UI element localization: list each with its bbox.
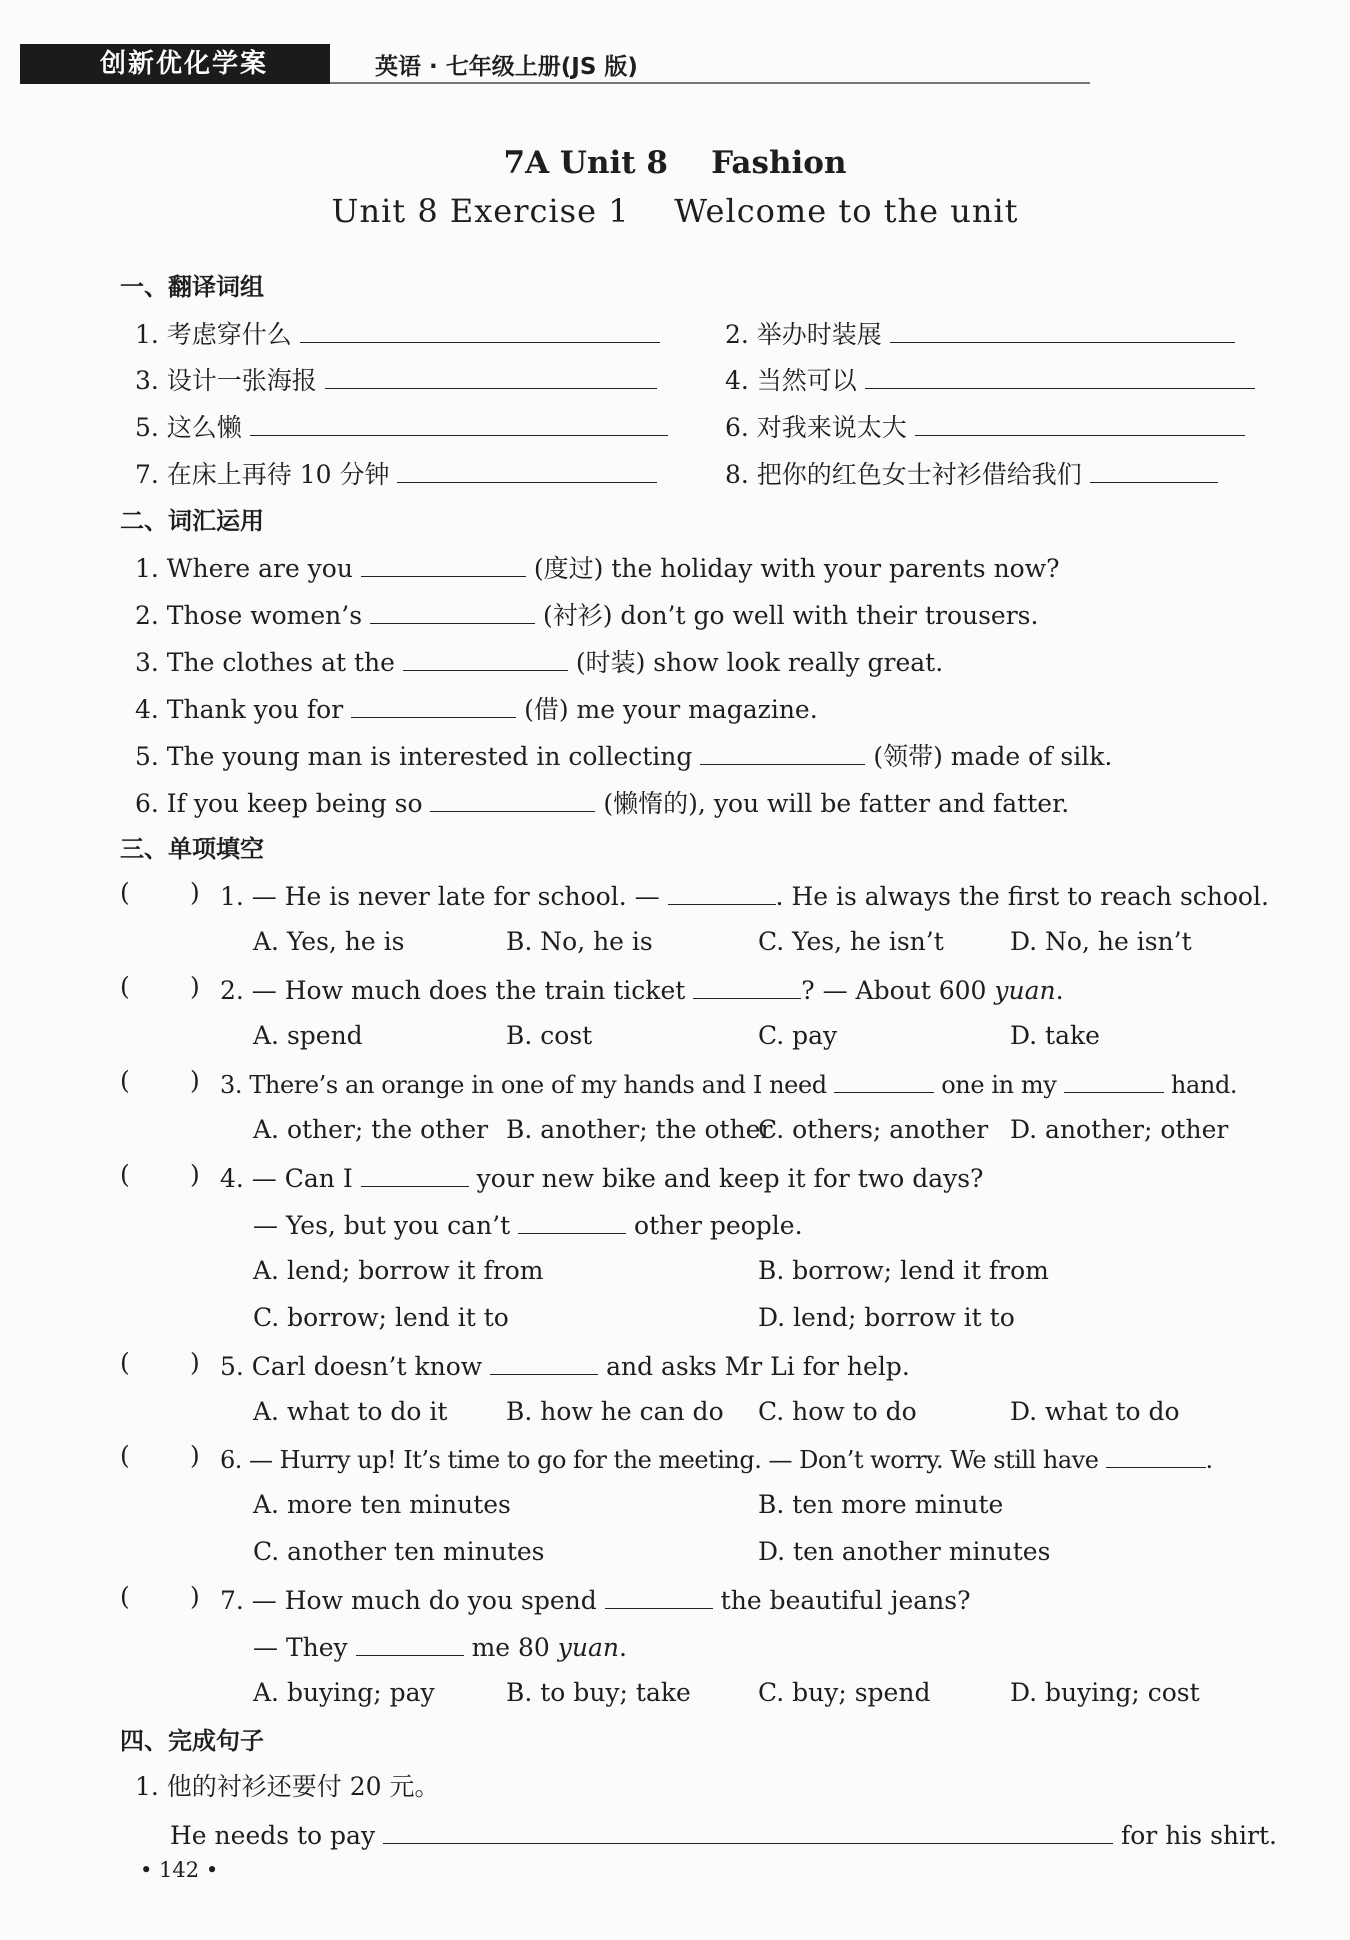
s1-item-3 <box>135 362 657 398</box>
s1-item-7-text: 7. 在床上再待 10 分钟 <box>135 460 390 489</box>
s3-q5-option-d[interactable]: D. what to do <box>1010 1397 1180 1426</box>
answer-blank[interactable] <box>490 1348 598 1375</box>
s3-q7-text-b: the beautiful jeans? <box>720 1586 971 1615</box>
s3-q5-option-b[interactable]: B. how he can do <box>506 1397 724 1426</box>
unit-title: 7A Unit 8 Fashion <box>503 145 847 181</box>
answer-paren-close: ) <box>190 1160 200 1189</box>
answer-paren-open: ( <box>120 1160 130 1189</box>
answer-paren-close: ) <box>190 1582 200 1611</box>
s3-q4-option-c[interactable]: C. borrow; lend it to <box>253 1303 509 1332</box>
answer-blank[interactable] <box>351 691 516 718</box>
s3-q1-option-a[interactable]: A. Yes, he is <box>253 927 405 956</box>
s3-q7-text-a: 7. — How much do you spend <box>220 1586 597 1615</box>
s1-item-3-text: 3. 设计一张海报 <box>135 366 317 395</box>
s3-q4-stem <box>220 1160 983 1196</box>
answer-blank[interactable] <box>300 316 660 343</box>
s1-item-1 <box>135 316 660 352</box>
s4-q1-post: for his shirt. <box>1121 1821 1277 1850</box>
answer-paren-open: ( <box>120 1066 130 1095</box>
s2-item-5-post: (领带) made of silk. <box>873 742 1113 771</box>
s3-q3-option-b[interactable]: B. another; the other <box>506 1115 773 1144</box>
page-number: • 142 • <box>140 1858 219 1882</box>
s3-q7-option-d[interactable]: D. buying; cost <box>1010 1678 1200 1707</box>
answer-paren-open: ( <box>120 1582 130 1611</box>
s2-item-1-pre: 1. Where are you <box>135 554 353 583</box>
section-2-heading: 二、词汇运用 <box>120 507 264 535</box>
s3-q2-option-c[interactable]: C. pay <box>758 1021 838 1050</box>
s3-q3-option-c[interactable]: C. others; another <box>758 1115 989 1144</box>
s3-q7-stem <box>220 1582 971 1618</box>
header-rule <box>330 82 1090 84</box>
brand-banner: 创新优化学案 <box>20 44 330 84</box>
s3-q1-option-c[interactable]: C. Yes, he isn’t <box>758 927 944 956</box>
section-3-heading: 三、单项填空 <box>120 835 264 863</box>
answer-blank[interactable] <box>700 738 865 765</box>
s1-item-7 <box>135 456 657 492</box>
s3-q2-text-d: . <box>1055 976 1064 1005</box>
s1-item-8 <box>725 456 1218 492</box>
s1-item-1-text: 1. 考虑穿什么 <box>135 320 292 349</box>
s4-q1-chinese: 1. 他的衬衫还要付 20 元。 <box>135 1772 440 1801</box>
answer-paren-close: ) <box>190 1441 200 1470</box>
answer-paren-close: ) <box>190 1066 200 1095</box>
s3-q4-text-c: — Yes, but you can’t <box>253 1211 511 1240</box>
s1-item-6-text: 6. 对我来说太大 <box>725 413 907 442</box>
s2-item-4 <box>135 691 818 727</box>
answer-paren-close: ) <box>190 878 200 907</box>
s3-q7-option-a[interactable]: A. buying; pay <box>253 1678 435 1707</box>
s1-item-2 <box>725 316 1235 352</box>
s3-q6-option-c[interactable]: C. another ten minutes <box>253 1537 545 1566</box>
s3-q5-text-a: 5. Carl doesn’t know <box>220 1352 483 1381</box>
s3-q3-stem <box>220 1066 1237 1102</box>
s3-q7-text-c: — They <box>253 1633 348 1662</box>
s3-q6-option-b[interactable]: B. ten more minute <box>758 1490 1004 1519</box>
answer-blank[interactable] <box>250 409 668 436</box>
s2-item-3-post: (时装) show look really great. <box>575 648 944 677</box>
s3-q3-option-d[interactable]: D. another; other <box>1010 1115 1229 1144</box>
s1-item-5-text: 5. 这么懒 <box>135 413 242 442</box>
s1-item-2-text: 2. 举办时装展 <box>725 320 882 349</box>
answer-paren-close: ) <box>190 972 200 1001</box>
s3-q2-text-b: ? — About 600 <box>801 976 987 1005</box>
s3-q3-text-c: hand. <box>1170 1071 1238 1099</box>
s2-item-2-pre: 2. Those women’s <box>135 601 363 630</box>
s3-q2-stem <box>220 972 1064 1008</box>
s3-q6-stem <box>220 1441 1213 1477</box>
s3-q4-option-a[interactable]: A. lend; borrow it from <box>253 1256 544 1285</box>
s1-item-4-text: 4. 当然可以 <box>725 366 857 395</box>
s3-q7-text-f: . <box>619 1633 627 1662</box>
s3-q4-text-d: other people. <box>634 1211 803 1240</box>
s3-q3-option-a[interactable]: A. other; the other <box>253 1115 489 1144</box>
exercise-title: Unit 8 Exercise 1 Welcome to the unit <box>331 192 1019 230</box>
s3-q6-text-b: . <box>1205 1446 1213 1474</box>
s4-q1-pre: He needs to pay <box>170 1821 376 1850</box>
answer-paren-open: ( <box>120 878 130 907</box>
answer-paren-open: ( <box>120 1441 130 1470</box>
s3-q3-text-b: one in my <box>941 1071 1057 1099</box>
s3-q1-text-a: 1. — He is never late for school. — <box>220 882 660 911</box>
s2-item-2-post: (衬衫) don’t go well with their trousers. <box>542 601 1039 630</box>
answer-blank[interactable] <box>890 316 1235 343</box>
s3-q3-text-a: 3. There’s an orange in one of my hands and I need <box>220 1071 827 1099</box>
s3-q5-stem <box>220 1348 910 1384</box>
s3-q1-text-b: . He is always the first to reach school. <box>775 882 1269 911</box>
answer-blank[interactable] <box>834 1066 934 1093</box>
answer-blank[interactable] <box>518 1207 626 1234</box>
s3-q1-option-d[interactable]: D. No, he isn’t <box>1010 927 1192 956</box>
s4-q1-sentence <box>170 1817 1277 1853</box>
s3-q4-reply <box>253 1207 803 1243</box>
s2-item-5-pre: 5. The young man is interested in collecting <box>135 742 693 771</box>
answer-blank[interactable] <box>430 785 595 812</box>
answer-blank[interactable] <box>1064 1066 1164 1093</box>
s3-q2-option-a[interactable]: A. spend <box>253 1021 363 1050</box>
s1-item-6 <box>725 409 1245 445</box>
answer-blank[interactable] <box>1090 456 1218 483</box>
s3-q1-option-b[interactable]: B. No, he is <box>506 927 653 956</box>
answer-blank[interactable] <box>370 597 535 624</box>
answer-paren-open: ( <box>120 1348 130 1377</box>
s3-q2-text-a: 2. — How much does the train ticket <box>220 976 686 1005</box>
s2-item-4-post: (借) me your magazine. <box>524 695 818 724</box>
s3-q2-option-b[interactable]: B. cost <box>506 1021 593 1050</box>
s3-q4-option-b[interactable]: B. borrow; lend it from <box>758 1256 1049 1285</box>
section-1-heading: 一、翻译词组 <box>120 273 264 301</box>
s2-item-6 <box>135 785 1069 821</box>
answer-blank[interactable] <box>605 1582 713 1609</box>
s2-item-1 <box>135 550 1060 586</box>
answer-blank[interactable] <box>693 972 801 999</box>
s2-item-4-pre: 4. Thank you for <box>135 695 344 724</box>
s3-q5-text-b: and asks Mr Li for help. <box>606 1352 910 1381</box>
s3-q2-text-c: yuan <box>994 976 1056 1005</box>
s3-q5-option-a[interactable]: A. what to do it <box>253 1397 448 1426</box>
s3-q2-option-d[interactable]: D. take <box>1010 1021 1100 1050</box>
page-header <box>20 44 1330 84</box>
section-4-heading: 四、完成句子 <box>120 1727 264 1755</box>
s3-q5-option-c[interactable]: C. how to do <box>758 1397 917 1426</box>
answer-blank[interactable] <box>383 1817 1113 1844</box>
s3-q7-reply <box>253 1629 627 1665</box>
s3-q7-text-e: yuan <box>557 1633 620 1662</box>
s3-q7-option-b[interactable]: B. to buy; take <box>506 1678 691 1707</box>
s2-item-2 <box>135 597 1038 633</box>
answer-blank[interactable] <box>397 456 657 483</box>
answer-blank[interactable] <box>668 878 776 905</box>
s2-item-6-post: (懒惰的), you will be fatter and fatter. <box>603 789 1070 818</box>
s3-q4-text-b: your new bike and keep it for two days? <box>476 1164 984 1193</box>
s2-item-3-pre: 3. The clothes at the <box>135 648 395 677</box>
book-title: 英语 · 七年级上册(JS 版) <box>375 54 638 80</box>
s1-item-4 <box>725 362 1255 398</box>
s3-q4-text-a: 4. — Can I <box>220 1164 353 1193</box>
answer-blank[interactable] <box>356 1629 464 1656</box>
s1-item-5 <box>135 409 668 445</box>
answer-paren-close: ) <box>190 1348 200 1377</box>
s2-item-1-post: (度过) the holiday with your parents now? <box>533 554 1060 583</box>
s2-item-3 <box>135 644 943 680</box>
answer-blank[interactable] <box>403 644 568 671</box>
s3-q7-option-c[interactable]: C. buy; spend <box>758 1678 931 1707</box>
s3-q4-option-d[interactable]: D. lend; borrow it to <box>758 1303 1015 1332</box>
s2-item-5 <box>135 738 1112 774</box>
s3-q6-option-d[interactable]: D. ten another minutes <box>758 1537 1051 1566</box>
s2-item-6-pre: 6. If you keep being so <box>135 789 423 818</box>
answer-blank[interactable] <box>325 362 657 389</box>
answer-blank[interactable] <box>1106 1441 1206 1468</box>
answer-paren-open: ( <box>120 972 130 1001</box>
s3-q6-option-a[interactable]: A. more ten minutes <box>253 1490 511 1519</box>
s1-item-8-text: 8. 把你的红色女士衬衫借给我们 <box>725 460 1082 489</box>
answer-blank[interactable] <box>361 1160 469 1187</box>
s3-q7-text-d: me 80 <box>471 1633 550 1662</box>
s3-q1-stem <box>220 878 1269 914</box>
s3-q6-text-a: 6. — Hurry up! It’s time to go for the meeting. — Don’t worry. We still have <box>220 1446 1099 1474</box>
answer-blank[interactable] <box>865 362 1255 389</box>
answer-blank[interactable] <box>915 409 1245 436</box>
answer-blank[interactable] <box>361 550 526 577</box>
